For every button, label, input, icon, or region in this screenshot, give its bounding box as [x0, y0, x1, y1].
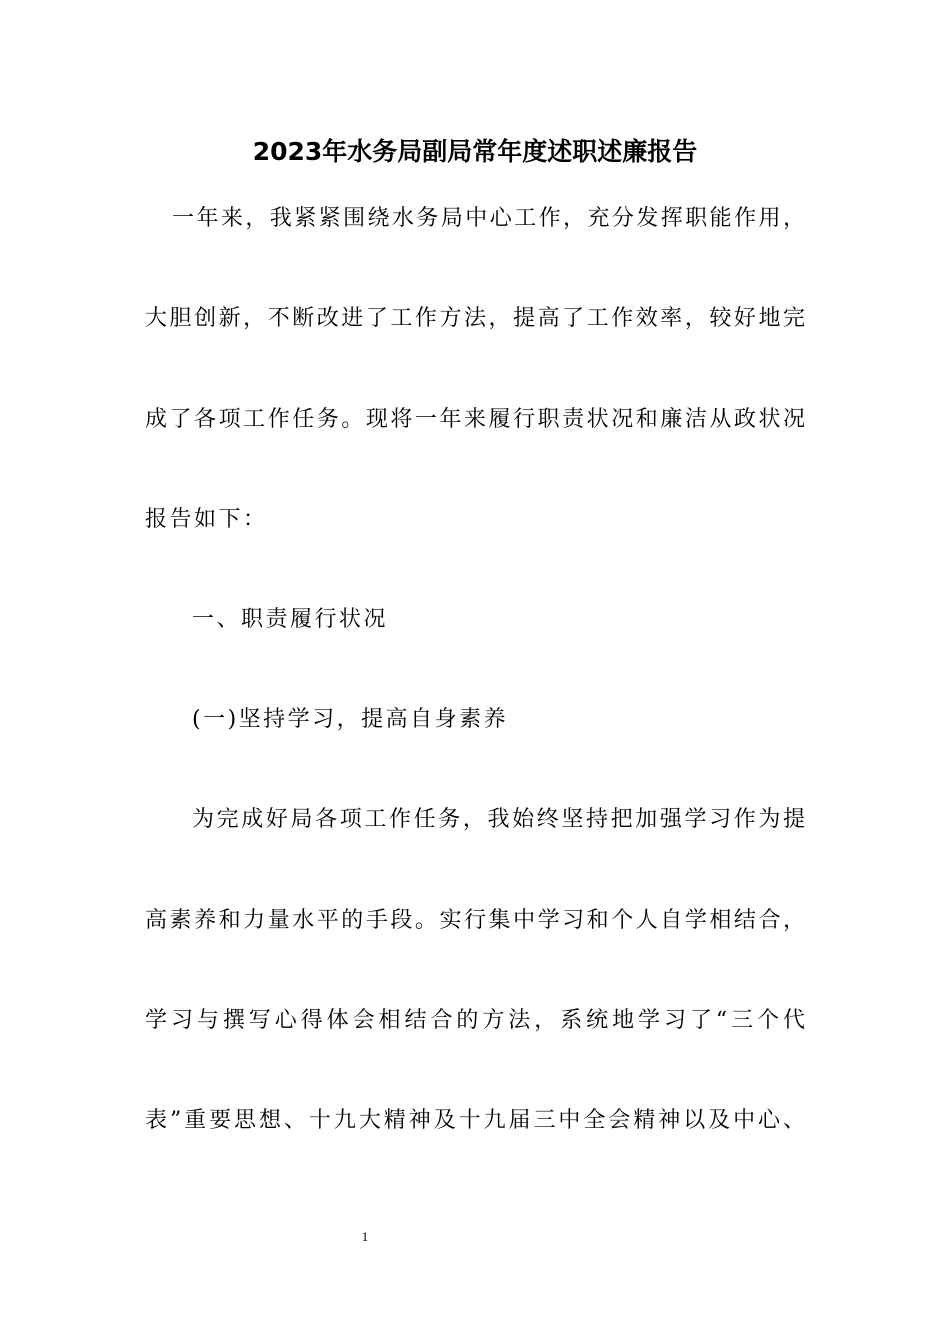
subsection-heading: (一)坚持学习，提高自身素养 — [192, 707, 509, 732]
paragraph-line: 高素养和力量水平的手段。实行集中学习和个人自学相结合， — [145, 908, 805, 933]
paragraph-line: 学习与撰写心得体会相结合的方法，系统地学习了“三个代 — [145, 1008, 805, 1033]
page-number: 1 — [361, 1229, 369, 1244]
paragraph-line: 报告如下： — [145, 507, 268, 532]
page-title: 2023年水务局副局常年度述职述廉报告 — [252, 137, 698, 166]
paragraph-line: 一年来，我紧紧围绕水务局中心工作，充分发挥职能作用， — [172, 206, 805, 231]
paragraph-line: 为完成好局各项工作任务，我始终坚持把加强学习作为提 — [192, 807, 805, 832]
section-heading: 一、职责履行状况 — [192, 607, 389, 632]
paragraph-line: 表”重要思想、十九大精神及十九届三中全会精神以及中心、 — [145, 1108, 805, 1133]
paragraph-line: 成了各项工作任务。现将一年来履行职责状况和廉洁从政状况 — [145, 407, 805, 432]
paragraph-line: 大胆创新，不断改进了工作方法，提高了工作效率，较好地完 — [145, 306, 805, 331]
